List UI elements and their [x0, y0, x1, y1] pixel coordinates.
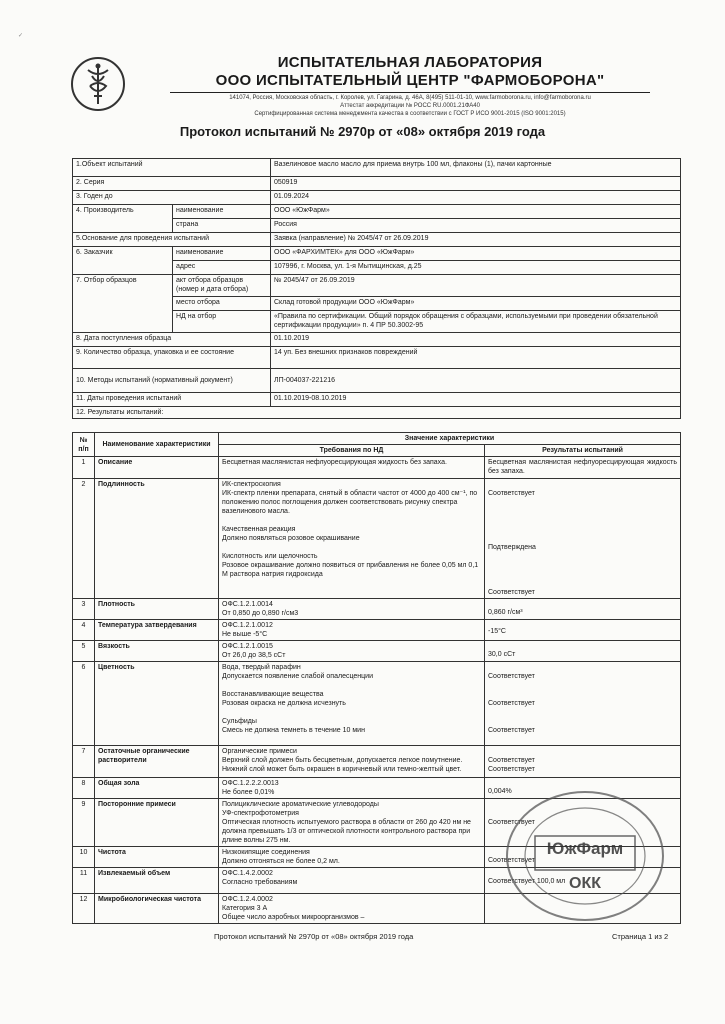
- req-line: Смесь не должна темнеть в течение 10 мин: [222, 727, 365, 734]
- row-characteristic: Остаточные органические растворители: [95, 746, 219, 778]
- row-characteristic: Микробиологическая чистота: [95, 894, 219, 924]
- req-line: От 0,850 до 0,890 г/см3: [222, 610, 299, 617]
- res-line: Соответствует: [488, 766, 535, 773]
- col-res-header: Результаты испытаний: [485, 445, 681, 457]
- info-value: ООО «ЮжФарм»: [271, 205, 681, 219]
- info-sublabel: наименование: [173, 247, 271, 261]
- row-number: 7: [73, 746, 95, 778]
- info-value: ЛП-004037-221216: [271, 369, 681, 393]
- info-row: [73, 347, 681, 369]
- header-divider: [170, 92, 650, 93]
- row-requirement: [219, 847, 485, 868]
- row-requirement: [219, 599, 485, 620]
- row-number: 10: [73, 847, 95, 868]
- res-line: Соответствует: [488, 727, 535, 734]
- company-stamp-icon: [495, 778, 675, 928]
- info-value: 01.09.2024: [271, 191, 681, 205]
- req-line: ОФС.1.2.4.0002: [222, 896, 273, 903]
- info-label: 7. Отбор образцов: [73, 275, 173, 333]
- req-line: Розовое окрашивание должно появиться от прибавления не более 0,05 мл 0,1 М раствора натрия гидроксида: [222, 562, 479, 578]
- row-result: Бесцветная маслянистая нефлуоресцирующая жидкость без запаха.: [485, 457, 681, 479]
- req-line: Общее число аэробных микроорганизмов –: [222, 914, 365, 921]
- res-line: Соответствует: [488, 819, 535, 826]
- row-result: [485, 746, 681, 778]
- row-requirement: [219, 799, 485, 847]
- info-label: 4. Производитель: [73, 205, 173, 233]
- req-line: Верхний слой должен быть бесцветным, допускается легкое помутнение.: [222, 757, 463, 764]
- row-number: 5: [73, 641, 95, 662]
- lab-header: [130, 54, 690, 118]
- req-line: ИК-спектроскопия: [222, 481, 281, 488]
- info-value: ООО «ФАРХИМТЕК» для ООО «ЮжФарм»: [271, 247, 681, 261]
- info-row: [73, 177, 681, 191]
- req-line: ОФС.1.2.1.0012: [222, 622, 273, 629]
- row-characteristic: Описание: [95, 457, 219, 479]
- scan-mark: ✓: [18, 33, 24, 39]
- res-line: Соответствует: [488, 673, 535, 680]
- req-line: Вода, твердый парафин: [222, 664, 301, 671]
- req-line: Сульфиды: [222, 718, 257, 725]
- row-result: [485, 662, 681, 746]
- row-result: [485, 620, 681, 641]
- row-requirement: [219, 641, 485, 662]
- info-value: «Правила по сертификации. Общий порядок обращения с образцами, используемыми при проведении обязательной сертификации продукции» п. 4 ПР 50.3002-95: [271, 311, 681, 333]
- info-sublabel: НД на отбор: [173, 311, 271, 333]
- req-line: Оптическая плотность испытуемого раствора в области от 260 до 420 нм не должна превышать 1/3 от оптической плотности контрольного раствора при длине волны 275 нм.: [222, 819, 471, 844]
- info-sublabel: страна: [173, 219, 271, 233]
- row-characteristic: Цветность: [95, 662, 219, 746]
- req-line: Должно отгоняться не более 0,2 мл.: [222, 858, 340, 865]
- info-value: Вазелиновое масло масло для приема внутрь 100 мл, флаконы (1), пачки картонные: [271, 159, 681, 177]
- req-line: Должно появляться розовое окрашивание: [222, 535, 360, 542]
- info-row: [73, 333, 681, 347]
- info-row: [73, 247, 681, 261]
- lab-name-line1: ИСПЫТАТЕЛЬНАЯ ЛАБОРАТОРИЯ: [277, 54, 543, 71]
- table-row: [73, 641, 681, 662]
- info-label: 2. Серия: [73, 177, 271, 191]
- req-line: Не более 0,01%: [222, 789, 275, 796]
- info-label: 5.Основание для проведения испытаний: [73, 233, 271, 247]
- table-row: [73, 662, 681, 746]
- row-characteristic: Подлинность: [95, 479, 219, 599]
- req-line: Нижний слой может быть окрашен в коричневый или темно-желтый цвет.: [222, 766, 462, 773]
- info-value: № 2045/47 от 26.09.2019: [271, 275, 681, 297]
- row-characteristic: Плотность: [95, 599, 219, 620]
- row-number: 1: [73, 457, 95, 479]
- info-value: 107996, г. Москва, ул. 1-я Мытищинская, д.25: [271, 261, 681, 275]
- row-result: [485, 479, 681, 599]
- info-value: 01.10.2019: [271, 333, 681, 347]
- row-requirement: [219, 479, 485, 599]
- req-line: Качественная реакция: [222, 526, 296, 533]
- info-row: [73, 393, 681, 407]
- req-line: ОФС.1.4.2.0002: [222, 870, 273, 877]
- info-value: Склад готовой продукции ООО «ЮжФарм»: [271, 297, 681, 311]
- info-table: [72, 158, 681, 419]
- row-requirement: [219, 620, 485, 641]
- col-name-header: Наименование характеристики: [95, 433, 219, 457]
- req-line: Кислотность или щелочность: [222, 553, 318, 560]
- res-line: Соответствует 100,0 мл: [488, 878, 566, 885]
- protocol-title: Протокол испытаний № 2970р от «08» октября 2019 года: [179, 124, 546, 139]
- row-requirement: Бесцветная маслянистая нефлуоресцирующая жидкость без запаха.: [219, 457, 485, 479]
- info-row: [73, 233, 681, 247]
- row-requirement: [219, 746, 485, 778]
- lab-logo-icon: [70, 56, 126, 112]
- row-requirement: [219, 662, 485, 746]
- info-label: 6. Заказчик: [73, 247, 173, 275]
- res-line: Соответствует: [488, 490, 535, 497]
- row-characteristic: Посторонние примеси: [95, 799, 219, 847]
- req-line: Не выше -5°С: [222, 631, 268, 638]
- row-number: 11: [73, 868, 95, 894]
- info-sublabel: место отбора: [173, 297, 271, 311]
- info-row: [73, 407, 681, 419]
- row-number: 6: [73, 662, 95, 746]
- res-line: Подтверждена: [488, 544, 536, 551]
- row-characteristic: Температура затвердевания: [95, 620, 219, 641]
- res-line: Соответствует: [488, 757, 535, 764]
- results-header-row: [73, 433, 681, 445]
- info-label: 12. Результаты испытаний:: [73, 407, 681, 419]
- stamp-brand: ЮжФарм: [546, 839, 624, 858]
- footer-protocol: Протокол испытаний № 2970р от «08» октября 2019 года: [214, 932, 414, 941]
- res-line: Соответствует: [488, 589, 535, 596]
- col-value-header: Значение характеристики: [219, 433, 681, 445]
- row-number: 8: [73, 778, 95, 799]
- table-row: [73, 479, 681, 599]
- col-num-sublabel: п/п: [78, 445, 89, 453]
- row-requirement: [219, 778, 485, 799]
- req-line: Допускается появление слабой опалесценции: [222, 673, 373, 680]
- lab-accreditation: Аттестат аккредитации № РОСС RU.0001.21ФА40: [340, 103, 480, 109]
- req-line: Категория 3 А: [222, 905, 268, 912]
- row-requirement: [219, 868, 485, 894]
- lab-name-line2: ООО ИСПЫТАТЕЛЬНЫЙ ЦЕНТР "ФАРМОБОРОНА": [215, 72, 605, 89]
- table-row: [73, 599, 681, 620]
- info-label: 3. Годен до: [73, 191, 271, 205]
- table-row: [73, 620, 681, 641]
- row-characteristic: Чистота: [95, 847, 219, 868]
- row-number: 4: [73, 620, 95, 641]
- row-number: 2: [73, 479, 95, 599]
- res-line: 0,004%: [488, 788, 512, 795]
- req-line: Розовая окраска не должна исчезнуть: [222, 700, 346, 707]
- info-sublabel: адрес: [173, 261, 271, 275]
- table-row: [73, 457, 681, 479]
- row-requirement: [219, 894, 485, 924]
- req-line: ОФС.1.2.2.2.0013: [222, 780, 279, 787]
- info-label: 11. Даты проведения испытаний: [73, 393, 271, 407]
- col-num-header: [73, 433, 95, 457]
- row-number: 9: [73, 799, 95, 847]
- info-label: 9. Количество образца, упаковка и ее состояние: [73, 347, 271, 369]
- lab-address: 141074, Россия, Московская область, г. Королев, ул. Гагарина, д. 46А, 8(495) 511-01-10, www.farmoborona.ru, info@farmoborona.ru: [229, 95, 591, 101]
- res-line: -15°С: [488, 628, 506, 635]
- req-line: Восстанавливающие вещества: [222, 691, 324, 698]
- row-number: 3: [73, 599, 95, 620]
- row-result: [485, 599, 681, 620]
- row-result: [485, 641, 681, 662]
- res-line: Соответствует: [488, 857, 535, 864]
- info-label: 10. Методы испытаний (нормативный документ): [73, 369, 271, 393]
- footer-page-number: Страница 1 из 2: [612, 932, 669, 941]
- info-row: [73, 369, 681, 393]
- row-number: 12: [73, 894, 95, 924]
- row-characteristic: Общая зола: [95, 778, 219, 799]
- col-req-header: Требования по НД: [219, 445, 485, 457]
- info-value: 14 уп. Без внешних признаков повреждений: [271, 347, 681, 369]
- req-line: Согласно требованиям: [222, 879, 298, 886]
- stamp-dept: ОКК: [569, 875, 601, 892]
- res-line: 30,0 сСт: [488, 651, 516, 658]
- info-sublabel: наименование: [173, 205, 271, 219]
- info-sublabel: акт отбора образцов (номер и дата отбора): [173, 275, 271, 297]
- req-line: УФ-спектрофотометрия: [222, 810, 299, 817]
- res-line: 0,860 г/см³: [488, 609, 523, 616]
- info-value: Россия: [271, 219, 681, 233]
- info-value: 050919: [271, 177, 681, 191]
- req-line: Низкокипящие соединения: [222, 849, 310, 856]
- info-row: [73, 159, 681, 177]
- req-line: ИК-спектр пленки препарата, снятый в области частот от 4000 до 400 см⁻¹, по положению полос поглощения должен соответствовать рисунку спектра вазелинового масла.: [222, 490, 478, 515]
- info-row: [73, 275, 681, 297]
- table-row: [73, 746, 681, 778]
- info-label: 1.Объект испытаний: [73, 159, 271, 177]
- col-num-label: №: [79, 436, 88, 444]
- req-line: Органические примеси: [222, 748, 297, 755]
- row-characteristic: Извлекаемый объем: [95, 868, 219, 894]
- info-row: [73, 205, 681, 219]
- res-line: Соответствует: [488, 700, 535, 707]
- info-value: 01.10.2019-08.10.2019: [271, 393, 681, 407]
- req-line: ОФС.1.2.1.0015: [222, 643, 273, 650]
- req-line: Полициклические ароматические углеводороды: [222, 801, 379, 808]
- req-line: ОФС.1.2.1.0014: [222, 601, 273, 608]
- info-value: Заявка (направление) № 2045/47 от 26.09.2019: [271, 233, 681, 247]
- lab-certification: Сертифицированная система менеджмента качества в соответствии с ГОСТ Р ИСО 9001-2015 (ISO 9001:2015): [254, 111, 566, 117]
- info-row: [73, 191, 681, 205]
- row-characteristic: Вязкость: [95, 641, 219, 662]
- info-label: 8. Дата поступления образца: [73, 333, 271, 347]
- req-line: От 26,0 до 38,5 сСт: [222, 652, 286, 659]
